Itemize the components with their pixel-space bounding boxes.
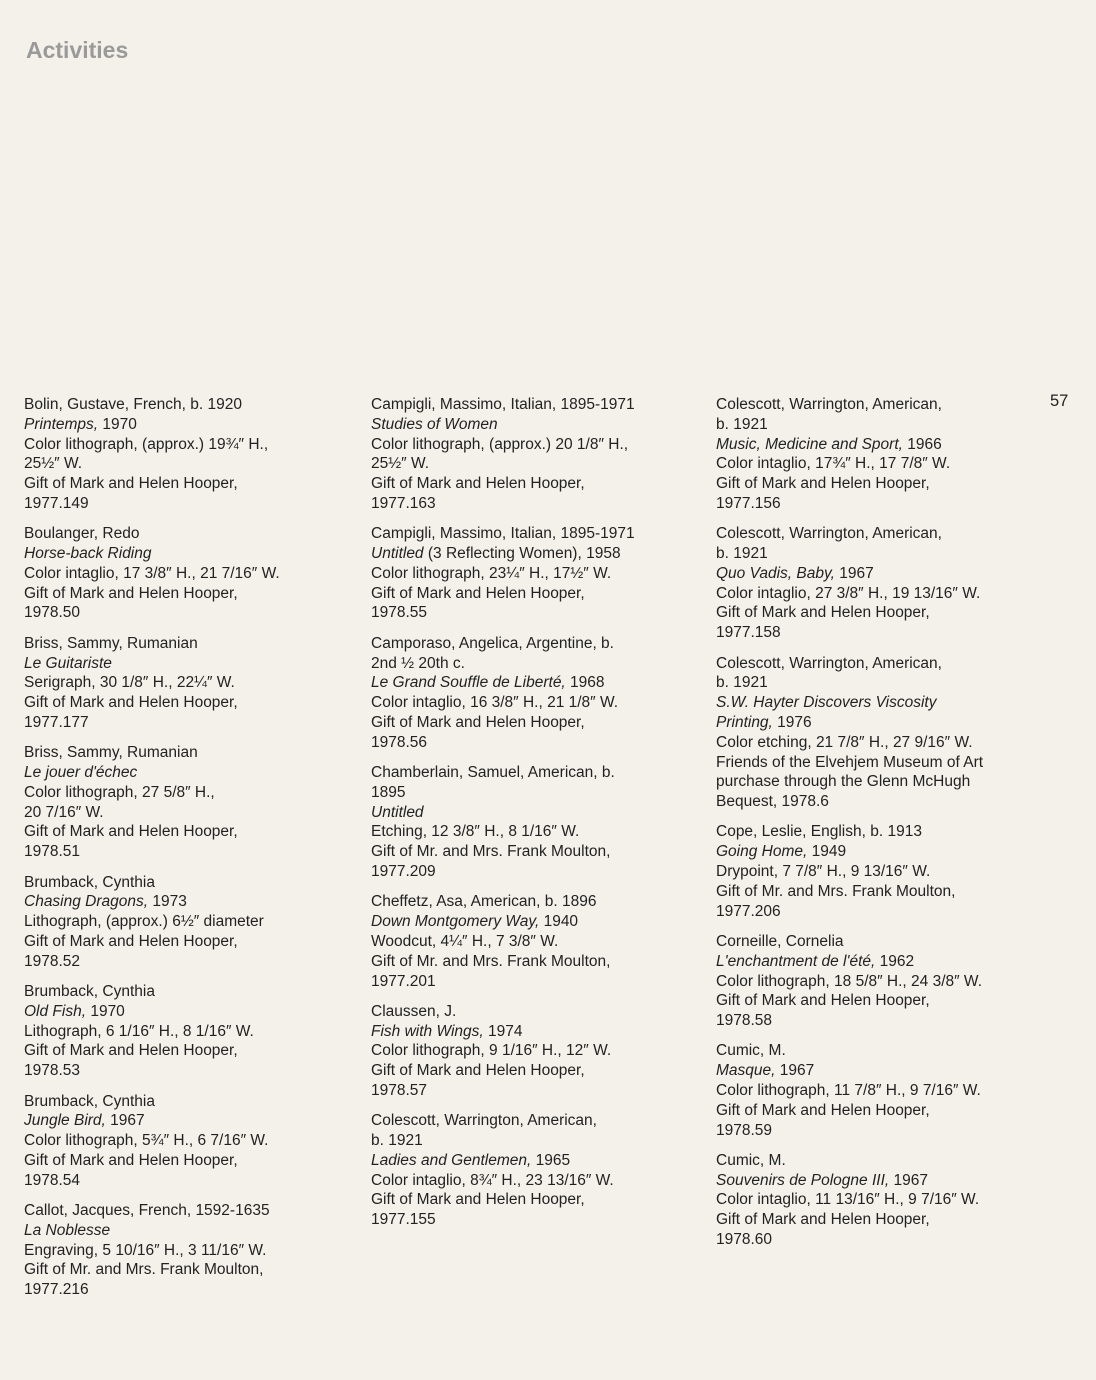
entry-detail-line: [24, 842, 354, 862]
entry-detail-line: [371, 584, 701, 604]
entry-detail-line: [24, 803, 354, 823]
entry-detail-line: [24, 912, 354, 932]
entry-detail-line: [716, 544, 1036, 564]
catalog-entry: [371, 763, 701, 882]
entry-text: 1977.156: [716, 494, 781, 512]
entry-detail-line: [716, 1121, 1036, 1141]
artwork-title-line: [716, 842, 1036, 862]
entry-text: 25½″ W.: [371, 455, 430, 473]
artwork-title: Quo Vadis, Baby,: [716, 564, 835, 582]
catalog-entry: [371, 892, 701, 991]
artist-line: [24, 1092, 354, 1112]
artwork-title: Studies of Women: [371, 415, 498, 433]
entry-text: Engraving, 5 10/16″ H., 3 11/16″ W.: [24, 1241, 267, 1259]
entry-text: Woodcut, 4¼″ H., 7 3/8″ W.: [371, 932, 559, 950]
artwork-title: Le jouer d'échec: [24, 764, 138, 782]
catalog-entry: [24, 982, 354, 1081]
artwork-title: S.W. Hayter Discovers Viscosity: [716, 694, 937, 712]
entry-detail-line: [371, 1061, 701, 1081]
artwork-title: Music, Medicine and Sport,: [716, 435, 903, 453]
entry-text: Gift of Mark and Helen Hooper,: [716, 604, 930, 622]
artwork-title-line: [371, 544, 701, 564]
entry-text: Campigli, Massimo, Italian, 1895-1971: [371, 396, 635, 413]
entry-detail-line: [371, 494, 701, 514]
entry-text: Drypoint, 7 7/8″ H., 9 13/16″ W.: [716, 863, 931, 881]
artist-line: [24, 1201, 354, 1221]
entry-text: Gift of Mark and Helen Hooper,: [716, 475, 930, 493]
entry-detail-line: [716, 494, 1036, 514]
entry-text: Serigraph, 30 1/8″ H., 22¼″ W.: [24, 674, 235, 692]
entry-text: Color lithograph, (approx.) 19¾″ H.,: [24, 435, 269, 453]
artist-line: [371, 1002, 701, 1022]
title-suffix: 1967: [105, 1112, 145, 1130]
catalog-entry: [716, 1151, 1036, 1250]
artwork-title: Old Fish,: [24, 1002, 87, 1020]
entry-text: Color intaglio, 16 3/8″ H., 21 1/8″ W.: [371, 694, 619, 712]
artist-line: [371, 634, 701, 654]
entry-detail-line: [716, 902, 1036, 922]
artwork-title: Printemps,: [24, 415, 99, 433]
entry-text: 1978.54: [24, 1171, 81, 1189]
entry-detail-line: [371, 952, 701, 972]
title-suffix: (3 Reflecting Women), 1958: [423, 545, 621, 563]
entry-text: 1978.60: [716, 1231, 773, 1249]
entry-text: Colescott, Warrington, American,: [716, 396, 942, 413]
entry-detail-line: [716, 673, 1036, 693]
entry-detail-line: [24, 713, 354, 733]
artwork-title: Ladies and Gentlemen,: [371, 1151, 532, 1169]
entry-detail-line: [24, 454, 354, 474]
artwork-title: Down Montgomery Way,: [371, 913, 540, 931]
entry-text: Boulanger, Redo: [24, 525, 140, 543]
entry-detail-line: [716, 1101, 1036, 1121]
artwork-title: Jungle Bird,: [24, 1112, 106, 1130]
entry-text: Gift of Mark and Helen Hooper,: [371, 1191, 585, 1209]
entry-text: Colescott, Warrington, American,: [716, 525, 942, 543]
entry-detail-line: [371, 693, 701, 713]
catalog-entry: [24, 395, 354, 514]
entry-text: Gift of Mark and Helen Hooper,: [371, 475, 585, 493]
entry-text: 1977.155: [371, 1211, 436, 1229]
artwork-title: Souvenirs de Pologne III,: [716, 1171, 890, 1189]
entry-detail-line: [24, 1171, 354, 1191]
entry-detail-line: [716, 623, 1036, 643]
entry-text: Gift of Mark and Helen Hooper,: [24, 1042, 238, 1060]
artist-line: [24, 982, 354, 1002]
title-suffix: 1949: [807, 843, 847, 861]
entry-text: Color lithograph, 18 5/8″ H., 24 3/8″ W.: [716, 972, 983, 990]
entry-text: Color lithograph, 9 1/16″ H., 12″ W.: [371, 1042, 612, 1060]
artwork-title-line: [716, 693, 1036, 713]
entry-detail-line: [371, 1081, 701, 1101]
catalog-entry: [371, 1002, 701, 1101]
catalog-column-1: [24, 395, 354, 1310]
catalog-entry: [24, 1201, 354, 1300]
entry-text: Gift of Mr. and Mrs. Frank Moulton,: [371, 952, 611, 970]
artwork-title-line: [371, 803, 701, 823]
entry-detail-line: [716, 603, 1036, 623]
title-suffix: 1974: [483, 1022, 523, 1040]
artist-line: [716, 932, 1036, 952]
entry-text: Colescott, Warrington, American,: [371, 1112, 597, 1130]
artwork-title: Masque,: [716, 1062, 776, 1080]
entry-text: b. 1921: [716, 545, 768, 563]
entry-detail-line: [371, 842, 701, 862]
catalog-entry: [24, 873, 354, 972]
entry-detail-line: [24, 603, 354, 623]
entry-detail-line: [716, 753, 1036, 773]
entry-text: Gift of Mark and Helen Hooper,: [716, 1211, 930, 1229]
catalog-entry: [24, 524, 354, 623]
artist-line: [371, 395, 701, 415]
entry-text: Etching, 12 3/8″ H., 8 1/16″ W.: [371, 823, 580, 841]
title-suffix: 1967: [834, 564, 874, 582]
artwork-title: Chasing Dragons,: [24, 893, 149, 911]
entry-detail-line: [371, 564, 701, 584]
entry-text: 1977.206: [716, 902, 781, 920]
entry-text: Chamberlain, Samuel, American, b.: [371, 764, 615, 782]
entry-text: 1895: [371, 783, 406, 801]
artwork-title: Fish with Wings,: [371, 1022, 484, 1040]
entry-detail-line: [716, 772, 1036, 792]
entry-text: b. 1921: [716, 674, 768, 692]
artwork-title-line: [24, 763, 354, 783]
artist-line: [24, 524, 354, 544]
catalog-entry: [371, 524, 701, 623]
entry-detail-line: [371, 783, 701, 803]
entry-text: 1977.177: [24, 713, 89, 731]
entry-text: Color intaglio, 8¾″ H., 23 13/16″ W.: [371, 1171, 614, 1189]
entry-text: Color lithograph, 5¾″ H., 6 7/16″ W.: [24, 1132, 269, 1150]
entry-detail-line: [24, 494, 354, 514]
entry-detail-line: [24, 1241, 354, 1261]
entry-text: Brumback, Cynthia: [24, 1092, 155, 1110]
entry-detail-line: [24, 435, 354, 455]
artwork-title-line: [371, 912, 701, 932]
entry-text: 25½″ W.: [24, 455, 83, 473]
title-suffix: 1966: [902, 435, 942, 453]
title-suffix: 1967: [889, 1171, 928, 1189]
entry-detail-line: [371, 1210, 701, 1230]
artist-line: [716, 395, 1036, 415]
entry-detail-line: [371, 862, 701, 882]
entry-text: Gift of Mark and Helen Hooper,: [371, 713, 585, 731]
entry-text: 1977.201: [371, 972, 436, 990]
entry-text: Lithograph, 6 1/16″ H., 8 1/16″ W.: [24, 1022, 254, 1040]
artwork-title: Horse-back Riding: [24, 545, 152, 563]
artwork-title-line: [716, 1171, 1036, 1191]
entry-detail-line: [24, 822, 354, 842]
entry-text: Gift of Mr. and Mrs. Frank Moulton,: [24, 1261, 264, 1279]
entry-detail-line: [716, 882, 1036, 902]
title-suffix: 1976: [772, 713, 812, 731]
artwork-title-line: [24, 1221, 354, 1241]
entry-text: Gift of Mark and Helen Hooper,: [716, 1101, 930, 1119]
catalog-entry: [716, 1041, 1036, 1140]
entry-detail-line: [716, 415, 1036, 435]
entry-detail-line: [716, 1190, 1036, 1210]
entry-detail-line: [371, 1171, 701, 1191]
artwork-title-line: [24, 892, 354, 912]
entry-text: Cheffetz, Asa, American, b. 1896: [371, 893, 597, 911]
entry-text: 1978.52: [24, 952, 81, 970]
entry-detail-line: [371, 1131, 701, 1151]
artwork-title-line: [371, 673, 701, 693]
entry-detail-line: [371, 654, 701, 674]
catalog-entry: [24, 1092, 354, 1191]
artwork-title: L'enchantment de l'été,: [716, 952, 876, 970]
catalog-entry: [371, 634, 701, 753]
entry-text: Gift of Mark and Helen Hooper,: [24, 694, 238, 712]
artwork-title: Le Grand Souffle de Liberté,: [371, 674, 566, 692]
entry-detail-line: [716, 454, 1036, 474]
artist-line: [716, 1041, 1036, 1061]
entry-text: 1977.209: [371, 863, 436, 881]
entry-text: Cumic, M.: [716, 1151, 786, 1169]
entry-text: Gift of Mark and Helen Hooper,: [371, 1062, 585, 1080]
artwork-title-line: [716, 1061, 1036, 1081]
catalog-entry: [716, 932, 1036, 1031]
entry-detail-line: [24, 1131, 354, 1151]
entry-text: Friends of the Elvehjem Museum of Art: [716, 753, 984, 771]
entry-detail-line: [371, 822, 701, 842]
artist-line: [371, 763, 701, 783]
entry-text: Gift of Mark and Helen Hooper,: [716, 992, 930, 1010]
entry-text: Brumback, Cynthia: [24, 873, 155, 891]
entry-text: Gift of Mark and Helen Hooper,: [24, 1151, 238, 1169]
artist-line: [24, 873, 354, 893]
artwork-title-line: [24, 654, 354, 674]
artwork-title: La Noblesse: [24, 1221, 111, 1239]
entry-detail-line: [371, 454, 701, 474]
entry-detail-line: [24, 1022, 354, 1042]
artist-line: [371, 1111, 701, 1131]
artist-line: [716, 822, 1036, 842]
entry-detail-line: [24, 783, 354, 803]
entry-text: Bolin, Gustave, French, b. 1920: [24, 396, 242, 413]
artwork-title: Printing,: [716, 713, 773, 731]
entry-text: Brumback, Cynthia: [24, 983, 155, 1001]
entry-detail-line: [716, 792, 1036, 812]
entry-text: 20 7/16″ W.: [24, 803, 104, 821]
entry-detail-line: [371, 733, 701, 753]
entry-text: Gift of Mark and Helen Hooper,: [24, 584, 238, 602]
catalog-entry: [24, 634, 354, 733]
entry-text: 1977.216: [24, 1281, 89, 1299]
entry-detail-line: [371, 972, 701, 992]
entry-text: Cope, Leslie, English, b. 1913: [716, 823, 922, 841]
entry-text: 1978.53: [24, 1062, 81, 1080]
entry-text: Color intaglio, 27 3/8″ H., 19 13/16″ W.: [716, 584, 981, 602]
entry-detail-line: [24, 952, 354, 972]
entry-text: Color etching, 21 7/8″ H., 27 9/16″ W.: [716, 733, 973, 751]
title-suffix: 1973: [148, 893, 187, 911]
entry-detail-line: [24, 932, 354, 952]
artist-line: [716, 654, 1036, 674]
artist-line: [371, 524, 701, 544]
artwork-title-line: [371, 1151, 701, 1171]
entry-text: 1978.50: [24, 604, 81, 622]
catalog-column-3: [716, 395, 1036, 1260]
artwork-title-line: [716, 713, 1036, 733]
catalog-column-2: [371, 395, 701, 1241]
entry-text: Briss, Sammy, Rumanian: [24, 634, 198, 652]
artwork-title-line: [24, 1002, 354, 1022]
entry-text: Briss, Sammy, Rumanian: [24, 744, 198, 762]
entry-text: Color intaglio, 17¾″ H., 17 7/8″ W.: [716, 455, 951, 473]
catalog-entry: [716, 654, 1036, 812]
artwork-title-line: [716, 564, 1036, 584]
entry-detail-line: [716, 991, 1036, 1011]
entry-text: Gift of Mark and Helen Hooper,: [24, 823, 238, 841]
entry-text: 1978.51: [24, 843, 81, 861]
entry-text: Gift of Mr. and Mrs. Frank Moulton,: [371, 843, 611, 861]
entry-text: 1978.56: [371, 733, 428, 751]
artwork-title: Going Home,: [716, 843, 808, 861]
artist-line: [716, 1151, 1036, 1171]
artist-line: [24, 743, 354, 763]
catalog-entry: [371, 1111, 701, 1230]
title-suffix: 1962: [875, 952, 915, 970]
artwork-title-line: [24, 1111, 354, 1131]
entry-detail-line: [24, 1280, 354, 1300]
catalog-entry: [716, 395, 1036, 514]
entry-text: Color lithograph, 23¼″ H., 17½″ W.: [371, 564, 612, 582]
entry-text: Color lithograph, 11 7/8″ H., 9 7/16″ W.: [716, 1082, 981, 1099]
artwork-title-line: [716, 435, 1036, 455]
entry-detail-line: [371, 1041, 701, 1061]
entry-text: b. 1921: [716, 415, 768, 433]
entry-text: 1978.58: [716, 1012, 773, 1030]
artist-line: [371, 892, 701, 912]
title-suffix: 1967: [775, 1062, 815, 1080]
entry-text: Colescott, Warrington, American,: [716, 654, 942, 672]
entry-text: Color intaglio, 11 13/16″ H., 9 7/16″ W.: [716, 1191, 980, 1209]
entry-detail-line: [371, 603, 701, 623]
catalog-entry: [371, 395, 701, 514]
entry-text: Gift of Mark and Helen Hooper,: [24, 932, 238, 950]
entry-text: Camporaso, Angelica, Argentine, b.: [371, 634, 614, 652]
entry-detail-line: [716, 1011, 1036, 1031]
entry-detail-line: [371, 713, 701, 733]
entry-detail-line: [24, 1151, 354, 1171]
entry-text: Color intaglio, 17 3/8″ H., 21 7/16″ W.: [24, 564, 280, 582]
title-suffix: 1940: [539, 913, 579, 931]
catalog-entry: [24, 743, 354, 862]
title-suffix: 1970: [86, 1002, 125, 1020]
entry-detail-line: [24, 693, 354, 713]
catalog-entry: [716, 822, 1036, 921]
entry-detail-line: [716, 1230, 1036, 1250]
entry-text: 1978.59: [716, 1121, 773, 1139]
entry-detail-line: [24, 1260, 354, 1280]
entry-text: Color lithograph, (approx.) 20 1/8″ H.,: [371, 435, 629, 453]
entry-text: 1978.55: [371, 604, 428, 622]
entry-text: Claussen, J.: [371, 1002, 457, 1020]
entry-detail-line: [371, 1190, 701, 1210]
artwork-title-line: [371, 1022, 701, 1042]
entry-text: 1977.158: [716, 624, 781, 642]
entry-text: 1977.149: [24, 494, 89, 512]
entry-text: purchase through the Glenn McHugh: [716, 773, 971, 791]
artist-line: [716, 524, 1036, 544]
artist-line: [24, 634, 354, 654]
artwork-title: Untitled: [371, 803, 424, 821]
entry-detail-line: [716, 733, 1036, 753]
entry-text: Cumic, M.: [716, 1042, 786, 1060]
title-suffix: 1970: [98, 415, 137, 433]
artwork-title-line: [716, 952, 1036, 972]
entry-text: Callot, Jacques, French, 1592-1635: [24, 1201, 270, 1219]
entry-text: Gift of Mr. and Mrs. Frank Moulton,: [716, 882, 956, 900]
section-title: Activities: [26, 37, 129, 63]
entry-detail-line: [371, 474, 701, 494]
entry-text: 1978.57: [371, 1082, 428, 1099]
artist-line: [24, 395, 354, 415]
artwork-title-line: [24, 544, 354, 564]
artwork-title-line: [371, 415, 701, 435]
entry-text: Gift of Mark and Helen Hooper,: [24, 475, 238, 493]
entry-detail-line: [24, 1061, 354, 1081]
entry-detail-line: [716, 862, 1036, 882]
artwork-title-line: [24, 415, 354, 435]
entry-text: b. 1921: [371, 1132, 423, 1150]
entry-text: Gift of Mark and Helen Hooper,: [371, 584, 585, 602]
entry-detail-line: [24, 584, 354, 604]
title-suffix: 1968: [565, 674, 605, 692]
title-suffix: 1965: [531, 1151, 571, 1169]
catalog-entry: [716, 524, 1036, 643]
entry-detail-line: [716, 972, 1036, 992]
entry-detail-line: [716, 1081, 1036, 1101]
entry-detail-line: [24, 1041, 354, 1061]
entry-text: Campigli, Massimo, Italian, 1895-1971: [371, 525, 635, 543]
artwork-title: Le Guitariste: [24, 654, 112, 672]
entry-detail-line: [716, 1210, 1036, 1230]
entry-text: 1977.163: [371, 494, 436, 512]
entry-detail-line: [24, 474, 354, 494]
entry-detail-line: [24, 673, 354, 693]
entry-detail-line: [716, 584, 1036, 604]
artwork-title: Untitled: [371, 545, 424, 563]
page-number: 57: [1050, 392, 1069, 410]
entry-text: Bequest, 1978.6: [716, 793, 829, 811]
entry-detail-line: [371, 932, 701, 952]
entry-detail-line: [24, 564, 354, 584]
entry-detail-line: [716, 474, 1036, 494]
entry-text: Lithograph, (approx.) 6½″ diameter: [24, 913, 264, 931]
entry-text: 2nd ½ 20th c.: [371, 654, 465, 672]
entry-text: Color lithograph, 27 5/8″ H.,: [24, 783, 215, 801]
entry-text: Corneille, Cornelia: [716, 932, 844, 950]
entry-detail-line: [371, 435, 701, 455]
